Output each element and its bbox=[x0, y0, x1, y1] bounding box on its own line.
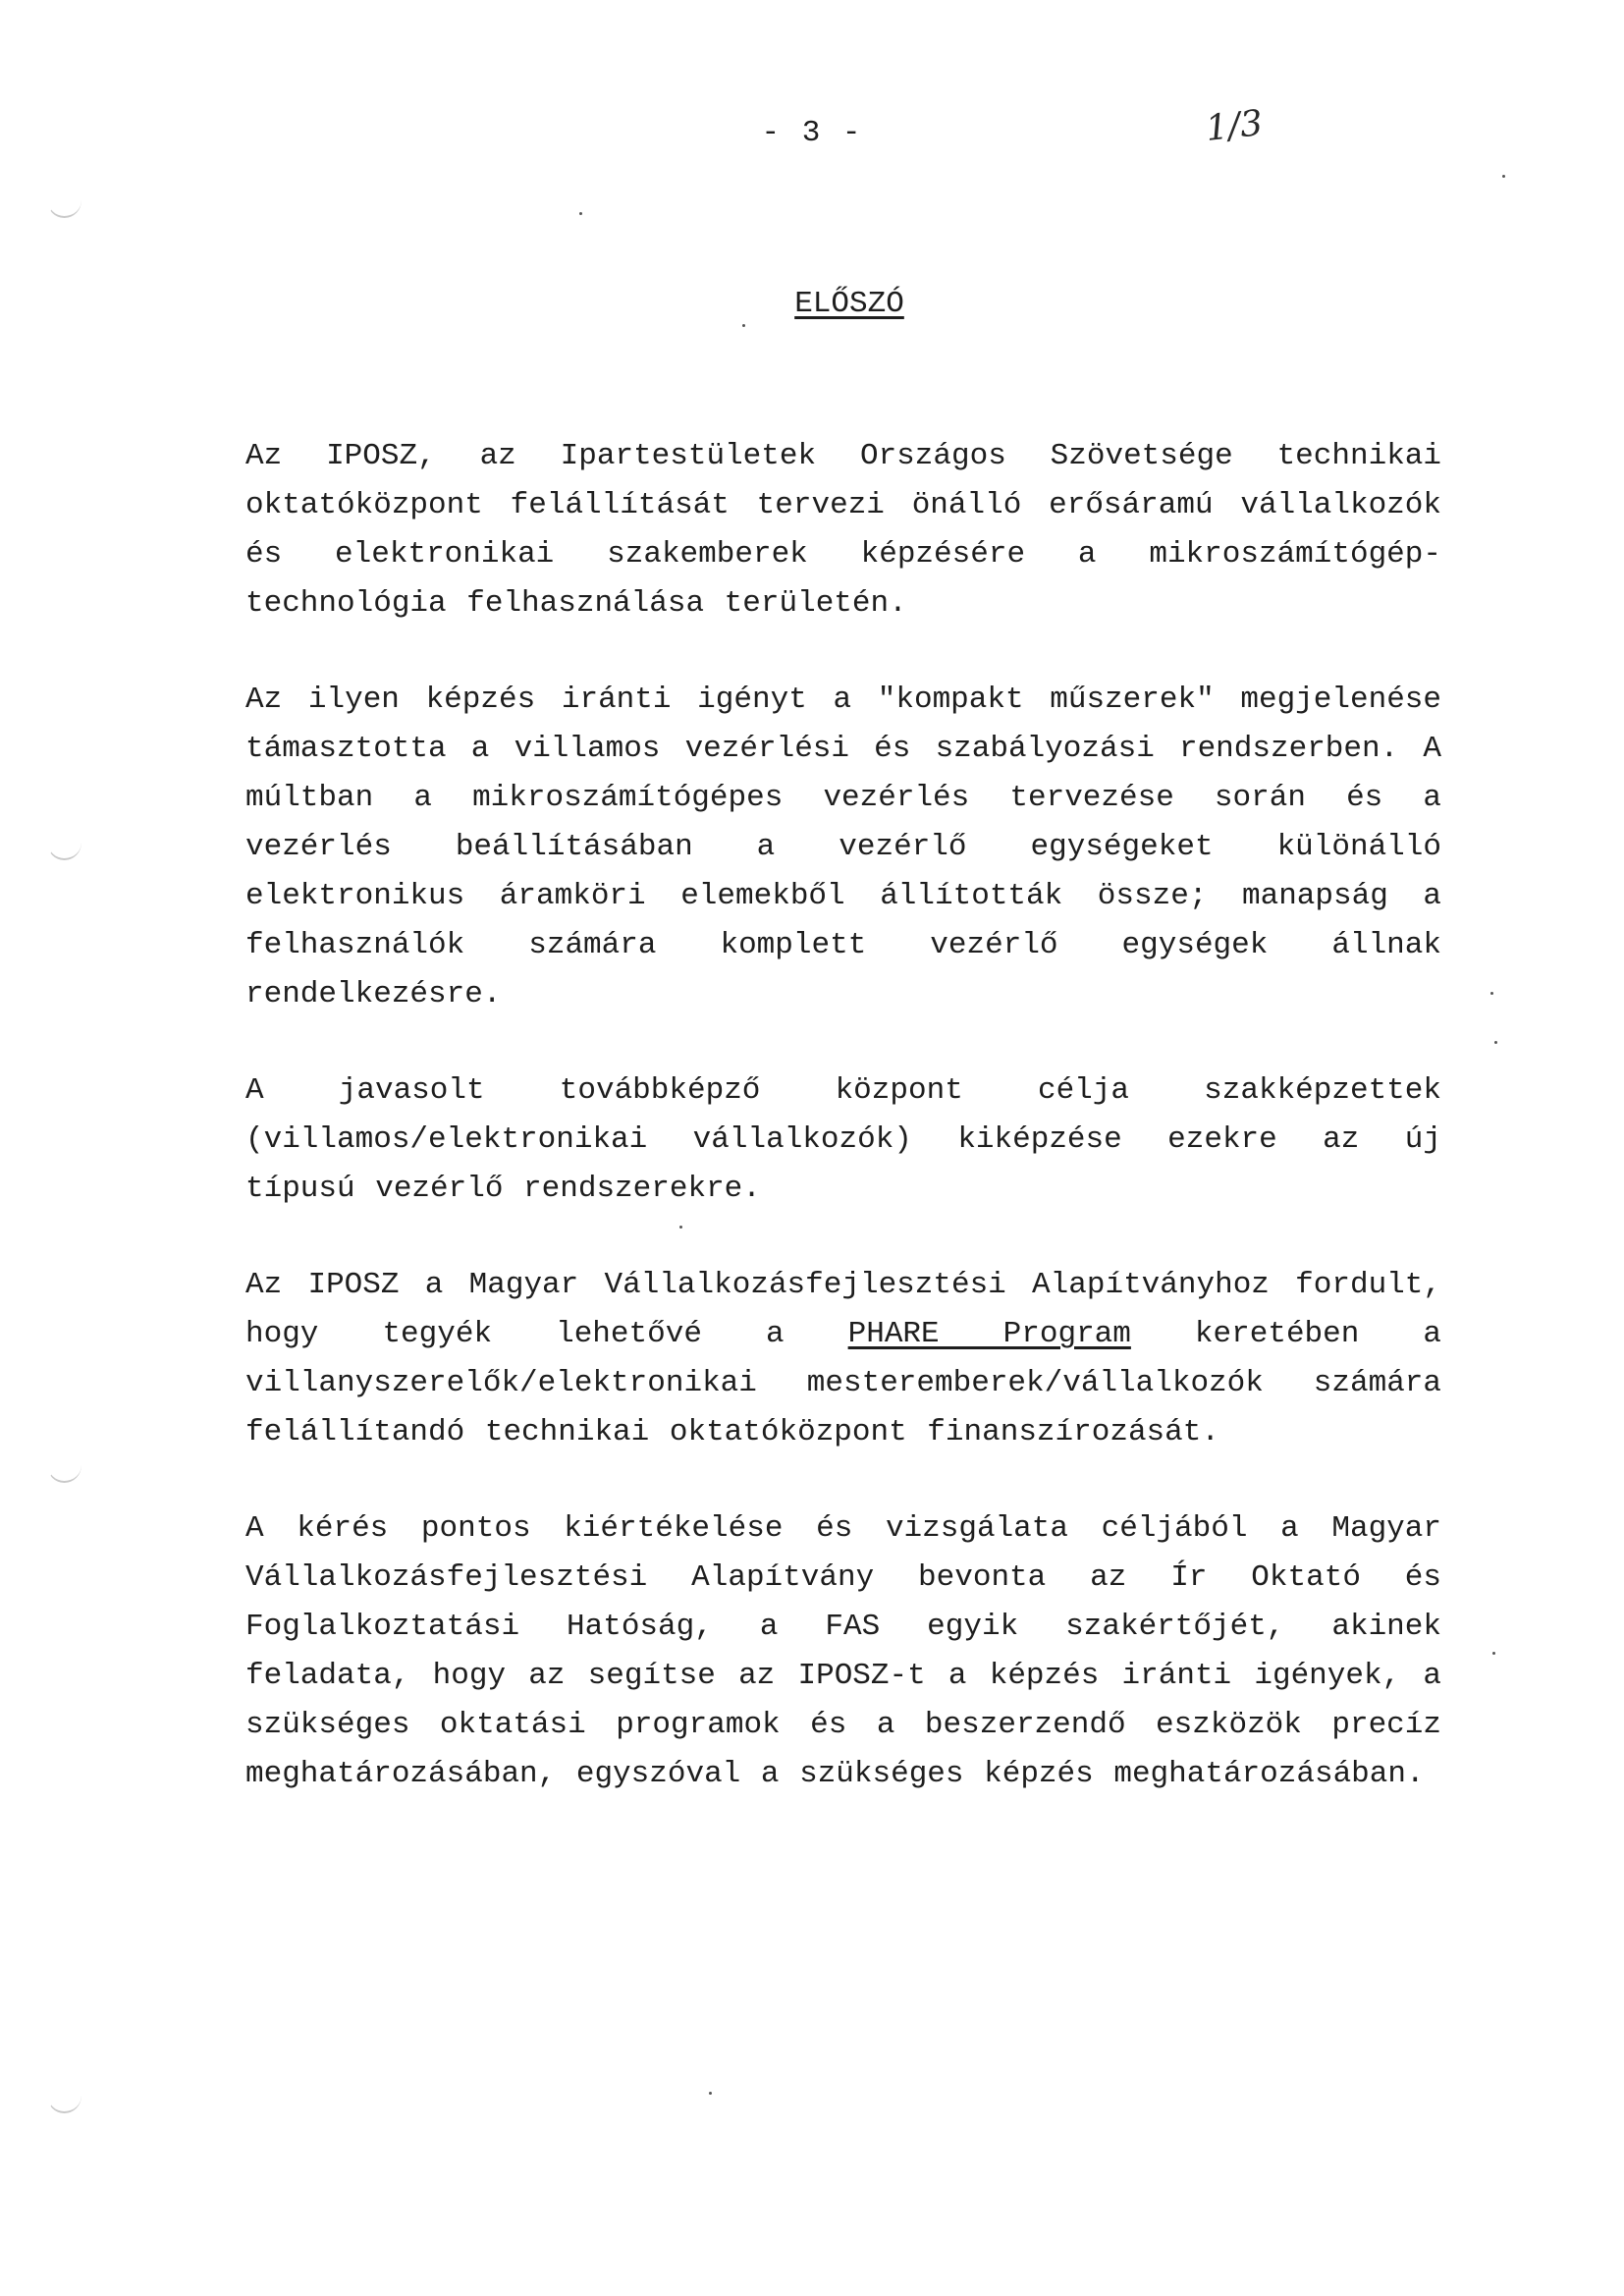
scan-speck bbox=[579, 212, 582, 215]
paragraph-demand: Az ilyen képzés iránti igényt a "kompakt műszerek" megjelenése támasztotta a villamos vezérlési és szabályozási rendszerben. A múltban a mikroszámítógépes vezérlés tervezése során és a vezérlés beállításában a vezérlő egységeket különálló elektronikus áramköri elemekből állították össze; manapság a felhasználók számára komplett vezérlő egységek állnak rendelkezésre. bbox=[245, 683, 1441, 1011]
paragraph-phare-text-after: keretében a villanyszerelők/elektronikai mesteremberek/vállalkozók számára felállítandó technikai oktatóközpont finanszírozását. bbox=[245, 1317, 1441, 1449]
scan-speck bbox=[1492, 1652, 1495, 1655]
scan-speck bbox=[709, 2092, 712, 2095]
paragraph-intro: Az IPOSZ, az Ipartestületek Országos Szövetsége technikai oktatóközpont felállítását tervezi önálló erősáramú vállalkozók és elektronikai szakemberek képzésére a mikroszámítógép-technológia felhasználása területén. bbox=[245, 439, 1441, 621]
scan-speck bbox=[742, 324, 745, 327]
scan-speck bbox=[1502, 175, 1505, 178]
paragraph-goal: A javasolt továbbképző központ célja szakképzettek (villamos/elektronikai vállalkozók) kiképzése ezekre az új típusú vezérlő rendszerekre. bbox=[245, 1073, 1441, 1206]
scan-speck bbox=[1494, 1041, 1497, 1044]
punch-hole-mark bbox=[47, 183, 81, 218]
document-title: ELŐSZÓ bbox=[794, 287, 904, 321]
punch-hole-mark bbox=[47, 1448, 81, 1483]
paragraph-phare bbox=[245, 1261, 1441, 1457]
paragraph-request: A kérés pontos kiértékelése és vizsgálata céljából a Magyar Vállalkozásfejlesztési Alapítvány bevonta az Ír Oktató és Foglalkoztatási Hatóság, a FAS egyik szakértőjét, akinek feladata, hogy az segítse az IPOSZ-t a képzés iránti igények, a szükséges oktatási programok és a beszerzendő eszközök precíz meghatározásában, egyszóval a szükséges képzés meghatározásában. bbox=[245, 1511, 1441, 1791]
scan-speck bbox=[1490, 992, 1493, 995]
paragraph-phare-text-before: Az IPOSZ a Magyar Vállalkozásfejlesztési Alapítványhoz fordult, hogy tegyék lehetővé a bbox=[245, 1268, 1441, 1351]
scan-speck bbox=[679, 1226, 682, 1229]
handwritten-page-annotation: 1/3 bbox=[1204, 103, 1265, 149]
punch-hole-mark bbox=[47, 2078, 81, 2113]
page-number: - 3 - bbox=[761, 116, 863, 150]
punch-hole-mark bbox=[47, 825, 81, 860]
document-body bbox=[245, 432, 1441, 1846]
phare-program-underlined: PHARE Program bbox=[847, 1317, 1131, 1351]
